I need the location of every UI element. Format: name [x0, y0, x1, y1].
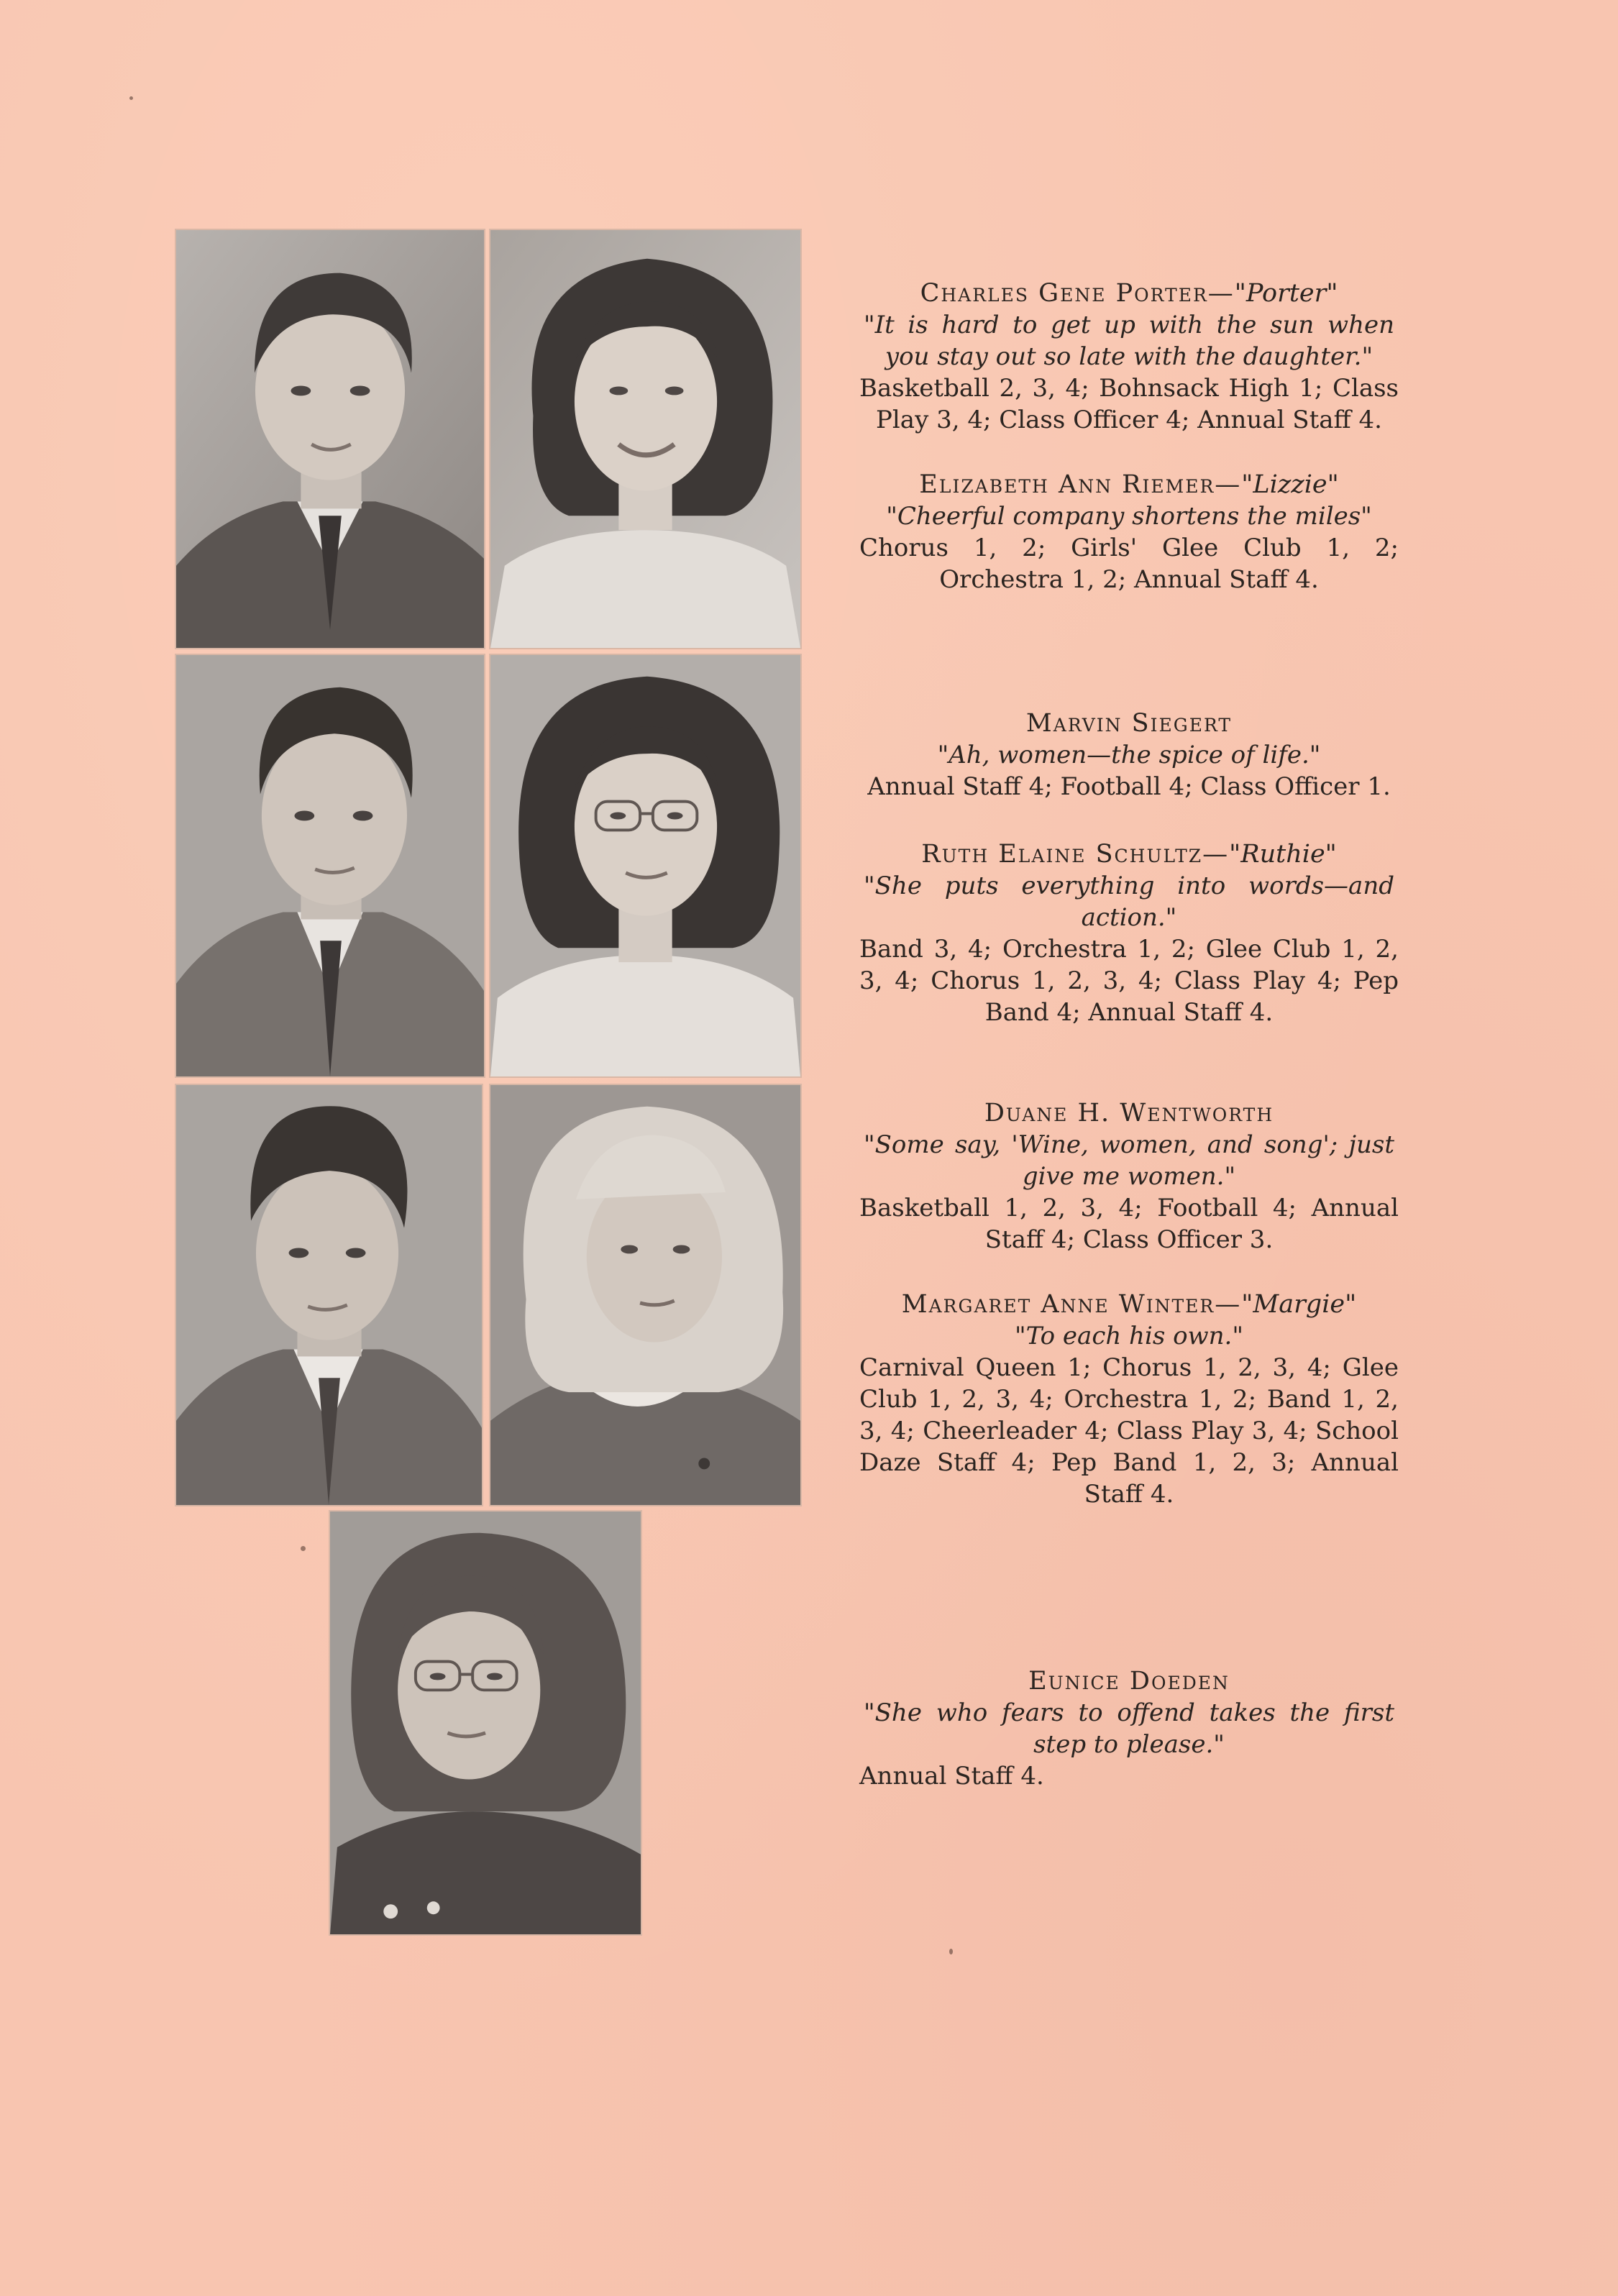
student-name-line	[859, 708, 1399, 739]
portrait-photo-3	[175, 654, 485, 1078]
name-dash: —	[1207, 279, 1235, 308]
senior-entry-wentworth	[859, 1097, 1399, 1256]
student-quote: "She who fears to offend takes the first step to please."	[864, 1698, 1394, 1759]
portrait-female-4	[330, 1511, 641, 1934]
portrait-photo-2	[489, 229, 802, 649]
senior-entry-doeden	[859, 1665, 1399, 1792]
student-activities: Annual Staff 4; Football 4; Class Officer 1.	[867, 772, 1391, 801]
student-activities: Basketball 1, 2, 3, 4; Football 4; Annual Staff 4; Class Officer 3.	[859, 1194, 1399, 1254]
student-quote: "She puts everything into words—and action."	[864, 872, 1394, 932]
senior-entry-schultz	[859, 838, 1399, 1028]
portrait-male-2	[176, 655, 484, 1076]
name-dash: —	[1215, 1290, 1242, 1319]
name-dash: —	[1215, 470, 1242, 499]
student-name-line	[859, 1289, 1399, 1320]
student-activities: Annual Staff 4.	[859, 1762, 1044, 1790]
portrait-photo-7	[329, 1510, 642, 1936]
portrait-photo-6	[489, 1084, 802, 1506]
student-quote: "Cheerful company shortens the miles"	[886, 502, 1372, 531]
student-name: Eunice Doeden	[1028, 1667, 1230, 1696]
student-activities: Basketball 2, 3, 4; Bohnsack High 1; Class Play 3, 4; Class Officer 4; Annual Staff 4.	[859, 374, 1399, 434]
portrait-photo-5	[175, 1084, 483, 1506]
student-name: Charles Gene Porter	[920, 279, 1208, 308]
paper-speck	[949, 1949, 953, 1954]
senior-entry-siegert	[859, 708, 1399, 802]
student-name: Margaret Anne Winter	[901, 1290, 1215, 1319]
student-name: Ruth Elaine Schultz	[921, 840, 1203, 869]
portrait-photo-4	[489, 654, 802, 1078]
paper-speck	[129, 96, 133, 100]
student-name-line	[859, 838, 1399, 870]
portrait-photo-1	[175, 229, 485, 649]
student-name: Elizabeth Ann Riemer	[919, 470, 1215, 499]
student-name-line	[859, 1665, 1399, 1697]
portrait-female-1	[490, 230, 800, 648]
paper-speck	[301, 1546, 306, 1551]
student-nickname: "Ruthie"	[1229, 840, 1337, 869]
student-activities: Chorus 1, 2; Girls' Glee Club 1, 2; Orchestra 1, 2; Annual Staff 4.	[859, 534, 1399, 594]
student-activities: Carnival Queen 1; Chorus 1, 2, 3, 4; Glee Club 1, 2, 3, 4; Orchestra 1, 2; Band 1, 2, 3, 4; Cheerleader 4; Class Play 3, 4; School Daze Staff 4; Pep Band 1, 2, 3; Annual Staff 4.	[859, 1353, 1399, 1509]
senior-entry-porter	[859, 278, 1399, 436]
student-name-line	[859, 469, 1399, 500]
student-quote: "Some say, 'Wine, women, and song'; just give me women."	[864, 1130, 1394, 1191]
student-quote: "Ah, women—the spice of life."	[937, 741, 1321, 769]
portrait-male-3	[176, 1085, 482, 1505]
portrait-female-2	[490, 655, 800, 1076]
senior-entry-winter	[859, 1289, 1399, 1510]
name-dash: —	[1202, 840, 1230, 869]
student-name-line	[859, 278, 1399, 309]
student-nickname: "Porter"	[1234, 279, 1338, 308]
senior-entry-riemer	[859, 469, 1399, 595]
student-nickname: "Margie"	[1241, 1290, 1357, 1319]
student-name: Marvin Siegert	[1025, 709, 1233, 738]
student-name-line	[859, 1097, 1399, 1129]
portrait-female-3	[490, 1085, 800, 1505]
student-quote: "To each his own."	[1014, 1322, 1244, 1350]
student-nickname: "Lizzie"	[1241, 470, 1339, 499]
student-quote: "It is hard to get up with the sun when you stay out so late with the daughter."	[864, 311, 1394, 371]
portrait-male-1	[176, 230, 484, 648]
student-activities: Band 3, 4; Orchestra 1, 2; Glee Club 1, 2, 3, 4; Chorus 1, 2, 3, 4; Class Play 4; Pep Band 4; Annual Staff 4.	[859, 935, 1399, 1027]
student-name: Duane H. Wentworth	[984, 1099, 1274, 1128]
